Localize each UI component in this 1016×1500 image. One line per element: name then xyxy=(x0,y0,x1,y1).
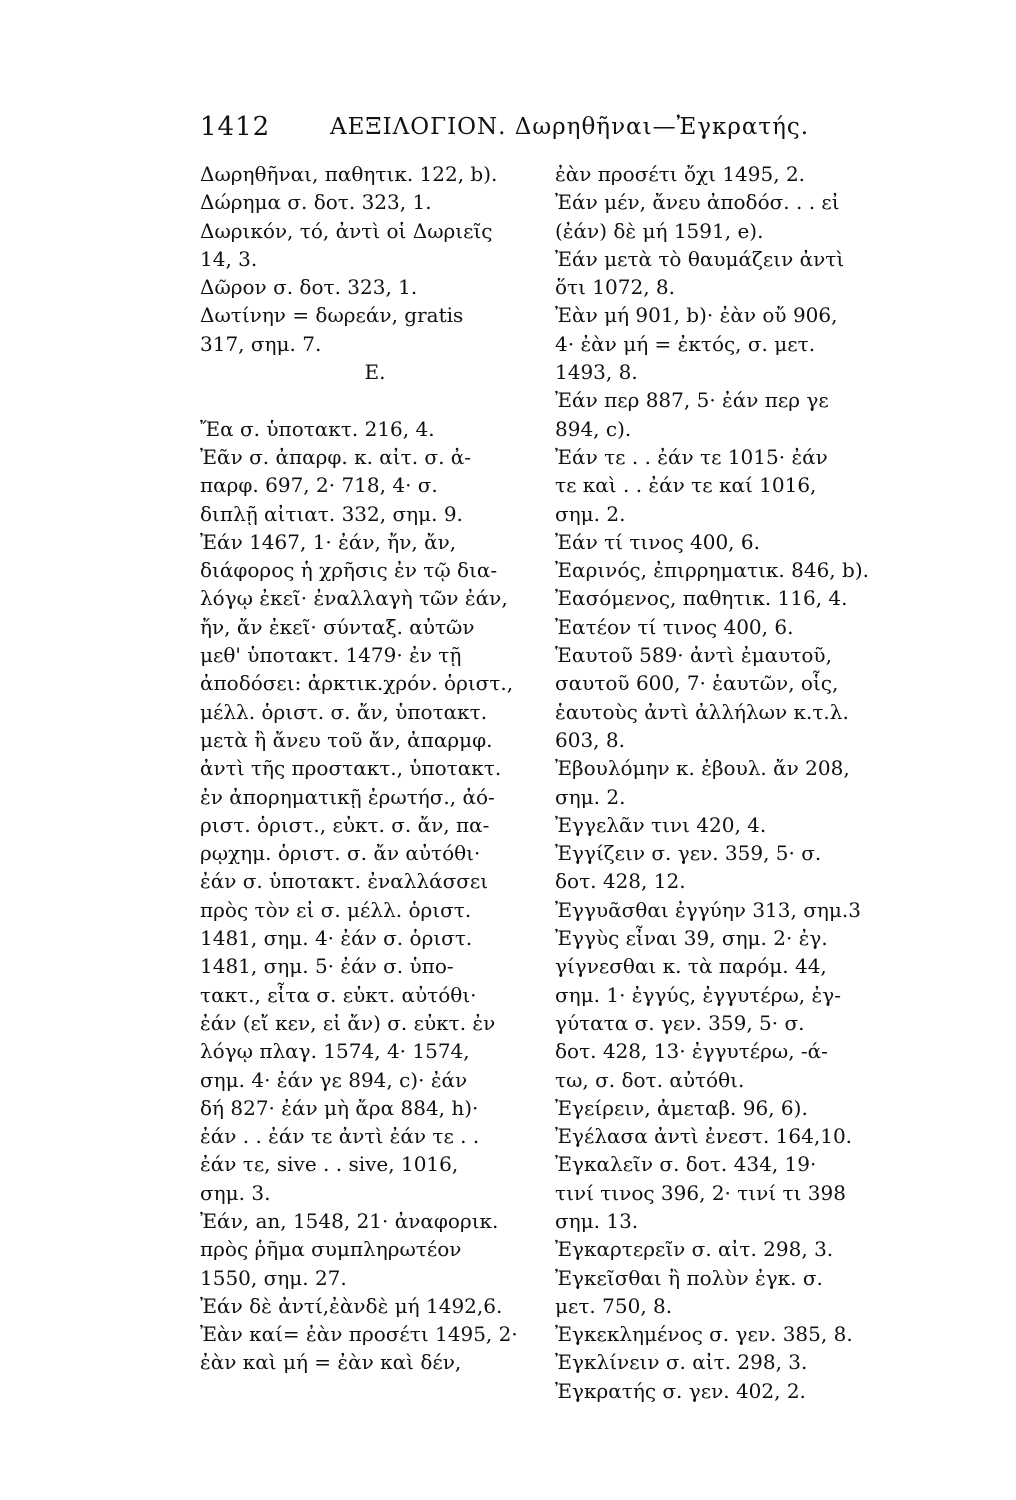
index-line: ἤν, ἄν ἐκεῖ· σύνταξ. αὐτῶν xyxy=(200,614,475,639)
index-line: ἐάν σ. ὑποτακτ. ἐναλλάσσει xyxy=(200,869,489,894)
index-line: Ἐβουλόμην κ. ἐβουλ. ἄν 208, xyxy=(555,756,850,781)
index-line: 603, 8. xyxy=(555,727,625,752)
index-line: 894, c). xyxy=(555,416,632,441)
index-line: ἀποδόσει: ἀρκτικ.χρόν. ὁριστ., xyxy=(200,671,514,696)
index-line: ἐν ἀπορηματικῇ ἐρωτήσ., ἀό- xyxy=(200,784,495,809)
index-line: τακτ., εἶτα σ. εὐκτ. αὐτόθι· xyxy=(200,982,477,1007)
index-line: μέλλ. ὁριστ. σ. ἄν, ὑποτακτ. xyxy=(200,699,488,724)
index-line: Ἐάν, an, 1548, 21· ἀναφορικ. xyxy=(200,1208,499,1233)
index-line: 14, 3. xyxy=(200,246,258,271)
index-line: Ἐάν μετὰ τὸ θαυμάζειν ἀντὶ xyxy=(555,246,845,271)
index-line: διπλῇ αἰτιατ. 332, σημ. 9. xyxy=(200,501,463,526)
index-line: Ἐάν δὲ ἀντί,ἐὰνδὲ μή 1492,6. xyxy=(200,1293,503,1318)
index-line: ἐάν . . ἐάν τε ἀντὶ ἐάν τε . . xyxy=(200,1124,480,1149)
index-line: Ἑαυτοῦ 589· ἀντὶ ἐμαυτοῦ, xyxy=(555,643,832,668)
index-line: Ἐάν μέν, ἄνευ ἀποδόσ. . . εἰ xyxy=(555,190,840,215)
index-line: σημ. 2. xyxy=(555,501,626,526)
index-line: Ἐαρινός, ἐπιρρηματικ. 846, b). xyxy=(555,558,869,583)
index-line: ρῳχημ. ὁριστ. σ. ἄν αὐτόθι· xyxy=(200,841,481,866)
page-number: 1412 xyxy=(200,112,271,142)
index-line: Ἐάν περ 887, 5· ἐάν περ γε xyxy=(555,388,829,413)
index-line: ὅτι 1072, 8. xyxy=(555,275,675,300)
index-line: Δῶρον σ. δοτ. 323, 1. xyxy=(200,275,418,300)
page-header xyxy=(0,112,1016,148)
index-line: Ἐγκεκλημένος σ. γεν. 385, 8. xyxy=(555,1322,853,1347)
index-line: Ἐγκαρτερεῖν σ. αἰτ. 298, 3. xyxy=(555,1237,834,1262)
index-line: λόγῳ πλαγ. 1574, 4· 1574, xyxy=(200,1039,470,1064)
index-line: λόγῳ ἐκεῖ· ἐναλλαγὴ τῶν ἐάν, xyxy=(200,586,508,611)
index-line: Ἐγκαλεῖν σ. δοτ. 434, 19· xyxy=(555,1152,817,1177)
index-line: Ἐάν τε . . ἐάν τε 1015· ἐάν xyxy=(555,444,828,469)
index-line: σημ. 3. xyxy=(200,1180,271,1205)
index-line: Ἐασόμενος, παθητικ. 116, 4. xyxy=(555,586,848,611)
index-line: μετὰ ἢ ἄνευ τοῦ ἄν, ἀπαρμφ. xyxy=(200,727,493,752)
index-line: 1550, σημ. 27. xyxy=(200,1265,347,1290)
index-line: ριστ. ὁριστ., εὐκτ. σ. ἄν, πα- xyxy=(200,812,490,837)
index-line: 1481, σημ. 5· ἐάν σ. ὑπο- xyxy=(200,954,454,979)
index-line: μεθ' ὑποτακτ. 1479· ἐν τῇ xyxy=(200,643,462,668)
index-line: 4· ἐὰν μή = ἐκτός, σ. μετ. xyxy=(555,331,816,356)
index-line: Ἔα σ. ὑποτακτ. 216, 4. xyxy=(200,416,435,441)
index-line: Ἐγγελᾶν τινι 420, 4. xyxy=(555,812,767,837)
index-line: δή 827· ἐάν μὴ ἄρα 884, h)· xyxy=(200,1095,479,1120)
index-line: γίγνεσθαι κ. τὰ παρόμ. 44, xyxy=(555,954,827,979)
index-line: ἐάν τε, sive . . sive, 1016, xyxy=(200,1152,459,1177)
index-line: Ἐάν 1467, 1· ἐάν, ἤν, ἄν, xyxy=(200,529,457,554)
index-line: τινί τινος 396, 2· τινί τι 398 xyxy=(555,1180,846,1205)
index-line: Ἐγγίζειν σ. γεν. 359, 5· σ. xyxy=(555,841,822,866)
index-line: σαυτοῦ 600, 7· ἑαυτῶν, οἷς, xyxy=(555,671,839,696)
index-line: σημ. 13. xyxy=(555,1208,639,1233)
index-line: Ἐγγυᾶσθαι ἐγγύην 313, σημ.3 xyxy=(555,897,861,922)
index-line: Ἐᾶν σ. ἀπαρφ. κ. αἰτ. σ. ἀ- xyxy=(200,444,472,469)
index-line: σημ. 2. xyxy=(555,784,626,809)
index-line: Ἐγκρατής σ. γεν. 402, 2. xyxy=(555,1378,806,1403)
index-line: ἐάν (εἴ κεν, εἰ ἄν) σ. εὐκτ. ἐν xyxy=(200,1010,496,1035)
index-line: διάφορος ἡ χρῆσις ἐν τῷ δια- xyxy=(200,558,498,583)
index-line: παρφ. 697, 2· 718, 4· σ. xyxy=(200,473,438,498)
index-line: (ἐάν) δὲ μή 1591, e). xyxy=(555,218,764,243)
index-line: ἐὰν καὶ μή = ἐὰν καὶ δέν, xyxy=(200,1350,462,1375)
index-line: Δωρηθῆναι, παθητικ. 122, b). xyxy=(200,162,498,186)
section-letter: Ε. xyxy=(364,360,386,385)
index-line: σημ. 1· ἐγγύς, ἐγγυτέρω, ἐγ- xyxy=(555,982,841,1007)
index-line: τω, σ. δοτ. αὐτόθι. xyxy=(555,1067,745,1092)
index-line: ἀντὶ τῆς προστακτ., ὑποτακτ. xyxy=(200,756,502,781)
index-line: δοτ. 428, 13· ἐγγυτέρω, -ά- xyxy=(555,1039,828,1064)
index-line: 317, σημ. 7. xyxy=(200,331,322,356)
index-line: ἑαυτοὺς ἀντὶ ἀλλήλων κ.τ.λ. xyxy=(555,699,849,724)
index-line: πρὸς τὸν εἰ σ. μέλλ. ὁριστ. xyxy=(200,897,472,922)
index-line: Ἐάν τί τινος 400, 6. xyxy=(555,529,760,554)
index-line: Δωτίνην = δωρεάν, gratis xyxy=(200,303,464,328)
index-line xyxy=(200,386,550,414)
index-line: 1481, σημ. 4· ἐάν σ. ὁριστ. xyxy=(200,926,473,951)
index-line: 1493, 8. xyxy=(555,360,638,385)
index-line: Ἐὰν μή 901, b)· ἐὰν οὔ 906, xyxy=(555,303,838,328)
right-column xyxy=(555,160,915,1405)
left-column xyxy=(200,160,550,1377)
index-line: σημ. 4· ἐάν γε 894, c)· ἐάν xyxy=(200,1067,468,1092)
index-line: πρὸς ῥῆμα συμπληρωτέον xyxy=(200,1237,462,1262)
index-line: Ἐγγὺς εἶναι 39, σημ. 2· ἐγ. xyxy=(555,926,828,951)
index-line: Ἐγείρειν, ἀμεταβ. 96, 6). xyxy=(555,1095,808,1120)
index-line: Ἐατέον τί τινος 400, 6. xyxy=(555,614,794,639)
index-line: Δωρικόν, τό, ἀντὶ οἱ Δωριεῖς xyxy=(200,218,493,243)
index-line: ἐὰν προσέτι ὄχι 1495, 2. xyxy=(555,162,806,186)
index-line: γύτατα σ. γεν. 359, 5· σ. xyxy=(555,1010,805,1035)
index-line: Δώρημα σ. δοτ. 323, 1. xyxy=(200,190,432,215)
index-line: Ἐγκεῖσθαι ἢ πολὺν ἐγκ. σ. xyxy=(555,1265,823,1290)
index-line: Ἐγκλίνειν σ. αἰτ. 298, 3. xyxy=(555,1350,808,1375)
index-line: τε καὶ . . ἐάν τε καί 1016, xyxy=(555,473,817,498)
index-line: Ἐγέλασα ἀντὶ ἐνεστ. 164,10. xyxy=(555,1124,853,1149)
index-line: δοτ. 428, 12. xyxy=(555,869,686,894)
index-line: Ἐὰν καί= ἐὰν προσέτι 1495, 2· xyxy=(200,1322,518,1347)
index-line: μετ. 750, 8. xyxy=(555,1293,673,1318)
running-head: ΑΕΞΙΛΟΓΙΟΝ. Δωρηθῆναι—Ἐγκρατής. xyxy=(330,114,810,140)
